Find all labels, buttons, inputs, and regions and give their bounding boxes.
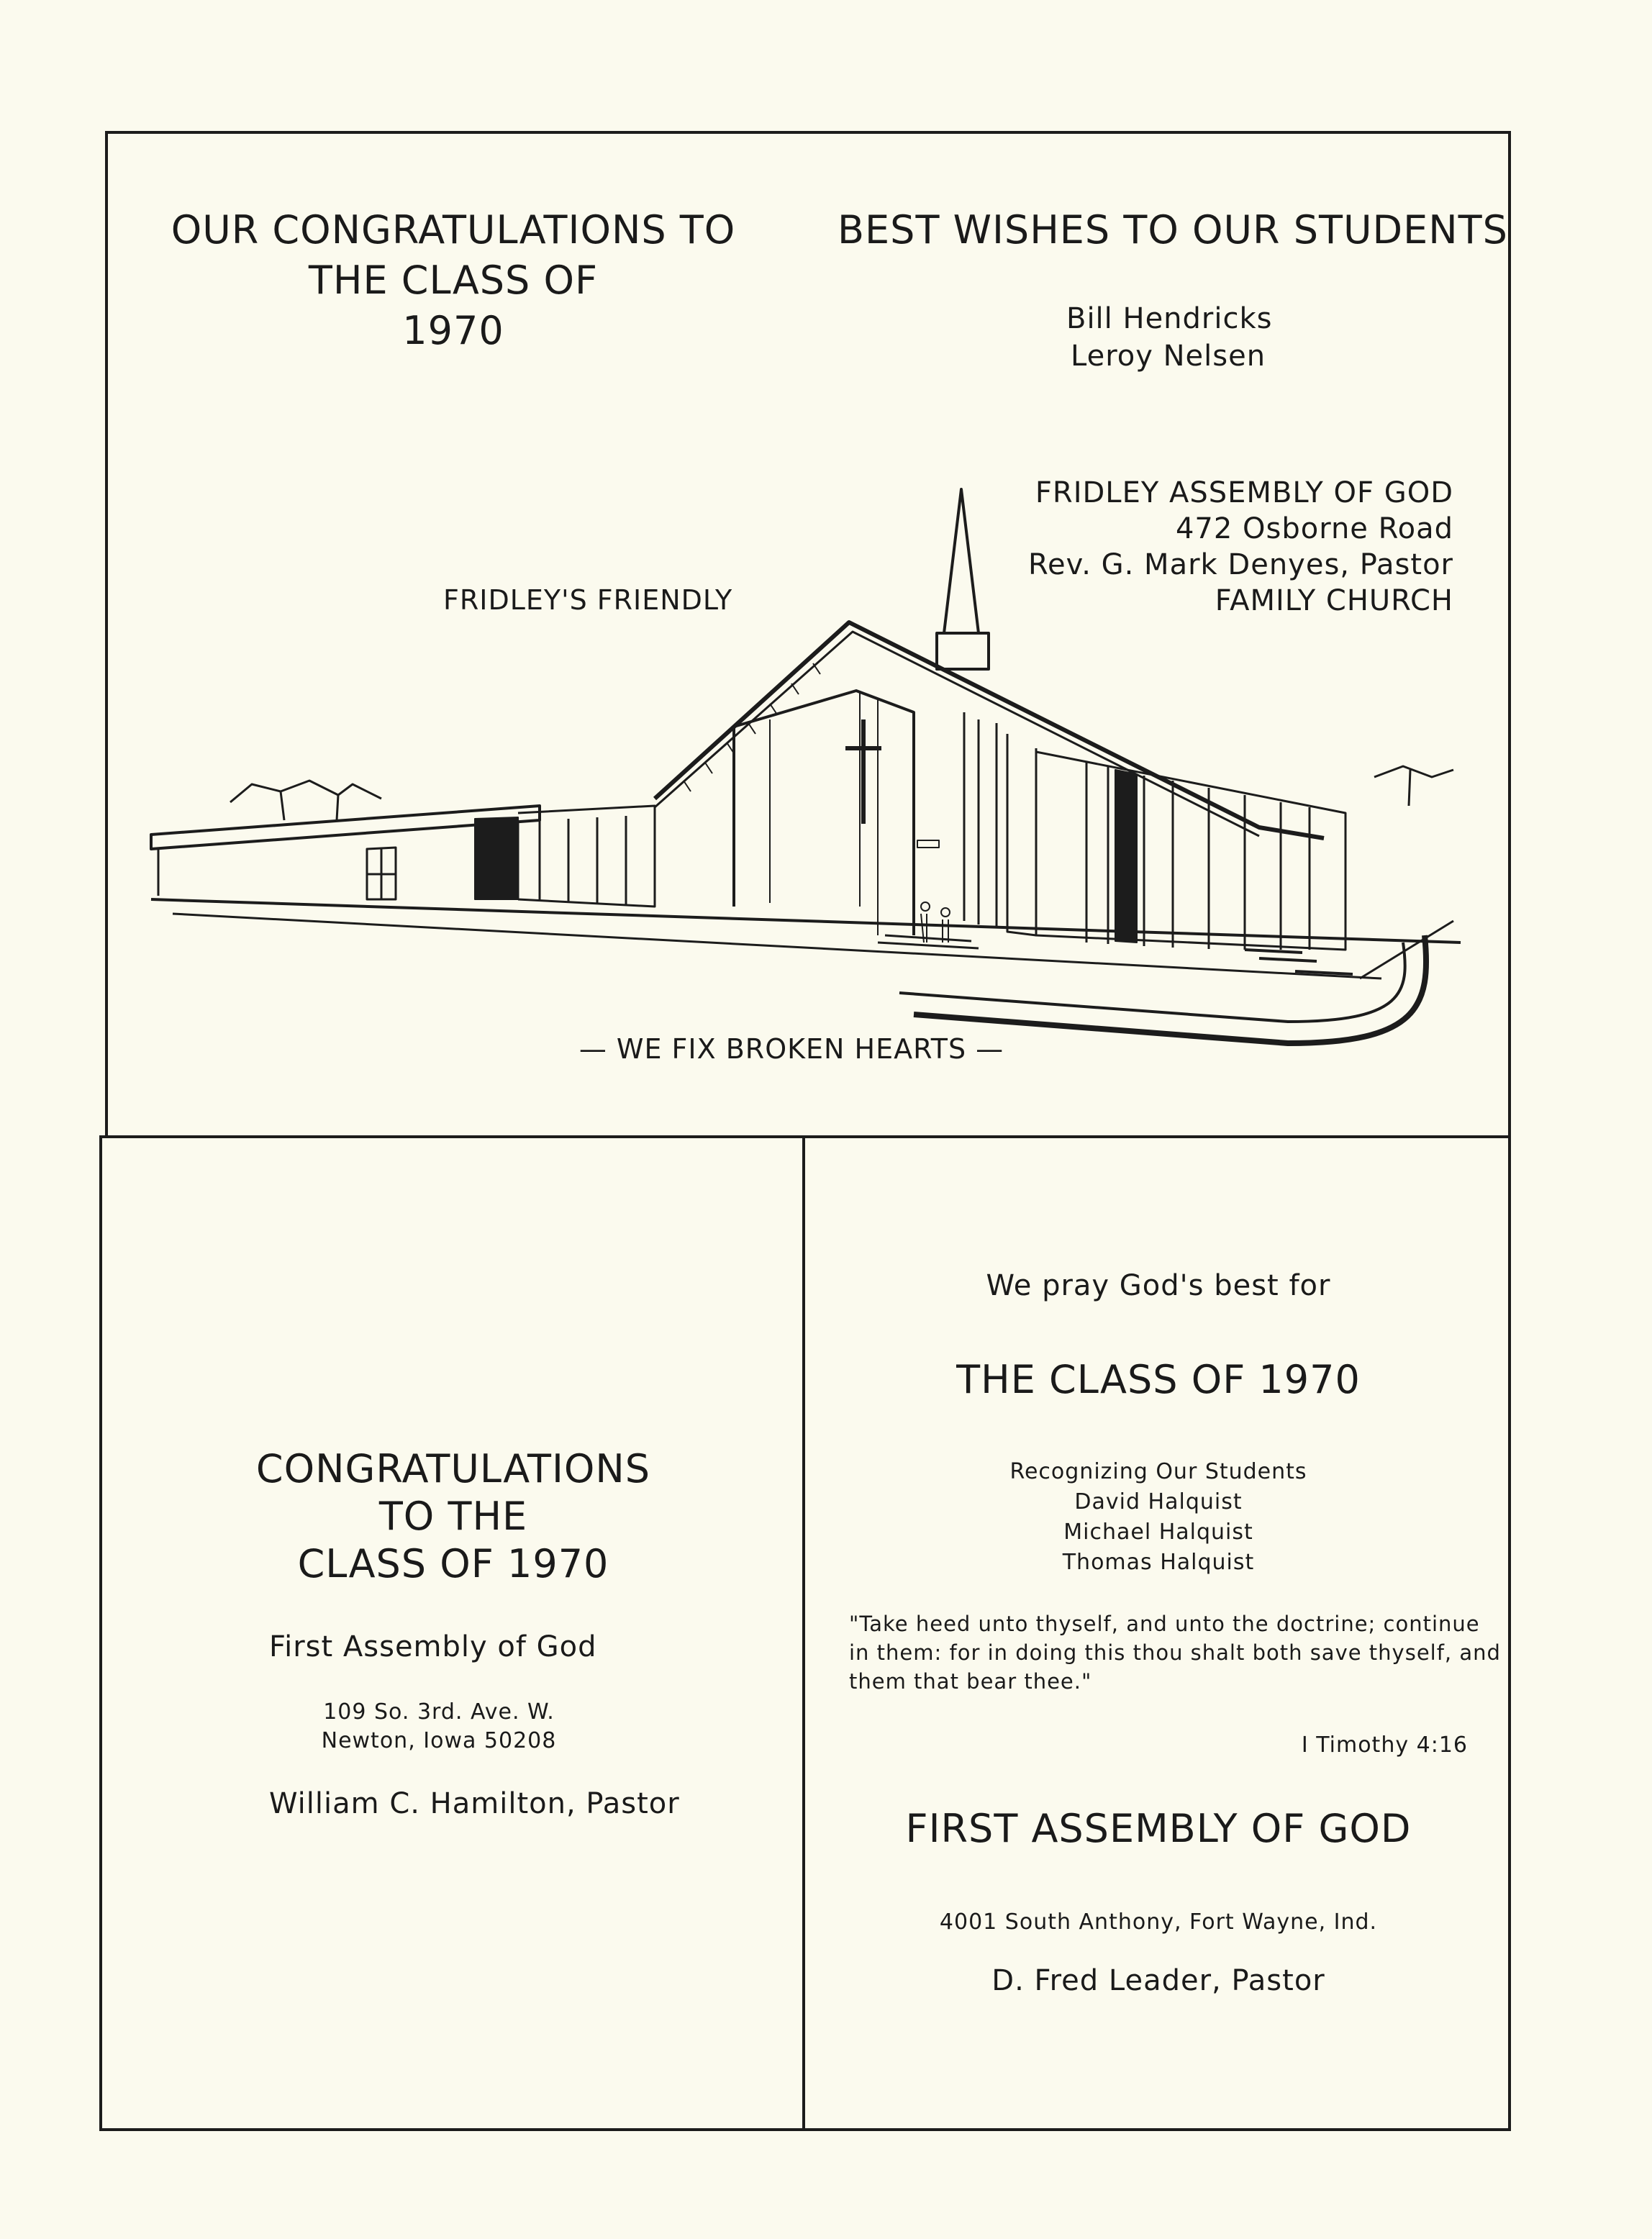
heading: THE CLASS OF 1970 bbox=[956, 1357, 1361, 1402]
slogan: — WE FIX BROKEN HEARTS — bbox=[578, 1033, 1004, 1065]
heading-line-2: TO THE bbox=[378, 1494, 528, 1539]
student-name: Michael Halquist bbox=[1063, 1520, 1253, 1545]
heading-line-3: CLASS OF 1970 bbox=[297, 1541, 609, 1586]
church-name: FIRST ASSEMBLY OF GOD bbox=[905, 1806, 1412, 1851]
church-name: First Assembly of God bbox=[269, 1630, 597, 1663]
church-tagline: FAMILY CHURCH bbox=[1215, 584, 1453, 617]
friendly-label: FRIDLEY'S FRIENDLY bbox=[443, 584, 733, 616]
quote-line-1: "Take heed unto thyself, and unto the doctrine; continue bbox=[849, 1612, 1480, 1636]
address: 4001 South Anthony, Fort Wayne, Ind. bbox=[939, 1909, 1378, 1935]
left-heading-line-1: OUR CONGRATULATIONS TO bbox=[171, 207, 736, 253]
church-address: 472 Osborne Road bbox=[1175, 512, 1453, 545]
intro: We pray God's best for bbox=[986, 1269, 1331, 1302]
heading-line-1: CONGRATULATIONS bbox=[255, 1446, 651, 1491]
pastor: William C. Hamilton, Pastor bbox=[269, 1787, 680, 1820]
address-line-2: Newton, Iowa 50208 bbox=[321, 1728, 557, 1753]
church-pastor: Rev. G. Mark Denyes, Pastor bbox=[1028, 548, 1453, 581]
quote-line-2: in them: for in doing this thou shalt both save thyself, and bbox=[849, 1640, 1501, 1665]
left-heading-line-3: 1970 bbox=[402, 308, 504, 353]
quote-line-3: them that bear thee." bbox=[849, 1669, 1092, 1694]
church-name: FRIDLEY ASSEMBLY OF GOD bbox=[1035, 476, 1453, 509]
student-name: David Halquist bbox=[1074, 1489, 1243, 1514]
church-illustration bbox=[137, 475, 1475, 1065]
left-heading-line-2: THE CLASS OF bbox=[308, 258, 599, 303]
student-name: Bill Hendricks bbox=[1066, 302, 1273, 335]
pastor: D. Fred Leader, Pastor bbox=[991, 1964, 1325, 1997]
students-intro: Recognizing Our Students bbox=[1009, 1459, 1307, 1484]
address-line-1: 109 So. 3rd. Ave. W. bbox=[323, 1699, 555, 1725]
student-name: Leroy Nelsen bbox=[1071, 340, 1266, 373]
right-heading: BEST WISHES TO OUR STUDENTS bbox=[838, 207, 1508, 253]
student-name: Thomas Halquist bbox=[1062, 1550, 1255, 1575]
scripture-reference: I Timothy 4:16 bbox=[1301, 1732, 1468, 1758]
